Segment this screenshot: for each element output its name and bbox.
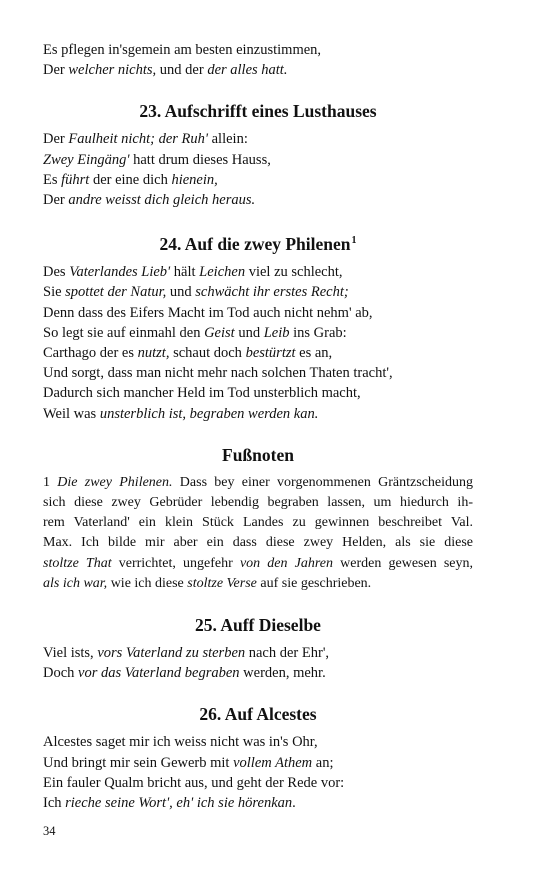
text-run: Carthago der es: [43, 345, 138, 362]
text-run: Es pflegen in'sgemein am besten einzustimmen,: [43, 42, 322, 58]
text-run: wie ich diese: [107, 575, 188, 591]
verse-line: [43, 643, 473, 663]
text-run: Ein fauler Qualm bricht aus, und geht der Rede vor:: [43, 774, 345, 791]
poem-sections: [43, 100, 473, 813]
verse-line: [43, 404, 473, 424]
heading-text: 26. Auf Alcestes: [199, 704, 317, 725]
italic-text: Faulheit nicht; der Ruh': [68, 131, 208, 148]
text-run: Der: [43, 192, 69, 209]
verse-line: [43, 40, 473, 60]
footnote-line: [43, 473, 473, 493]
text-run: Sie: [43, 284, 66, 301]
italic-text: Leichen: [199, 264, 246, 281]
text-run: werden, mehr.: [239, 665, 326, 682]
verse-line: [43, 129, 473, 149]
text-run: und: [166, 284, 196, 301]
text-run: auf sie geschrieben.: [256, 575, 372, 591]
text-run: Weil was: [43, 405, 100, 422]
text-run: sich diese zwey Gebrüder lebendig begraben lassen, um hiedurch ih-: [43, 495, 473, 511]
italic-text: vollem Athem: [233, 754, 313, 771]
text-run: Doch: [43, 665, 79, 682]
text-run: Dass bey einer vorgenommenen Gräntzscheidung: [172, 474, 474, 490]
book-page: [43, 40, 473, 813]
intro-verse: [43, 40, 473, 80]
italic-text: Leib: [263, 324, 290, 341]
page-number: 34: [43, 824, 56, 838]
heading-text: 24. Auf die zwey Philenen: [159, 234, 351, 255]
verse-line: [43, 363, 473, 383]
poem-section: [43, 614, 473, 683]
heading-text: 23. Aufschrifft eines Lusthauses: [139, 101, 377, 122]
text-run: Ich: [43, 795, 66, 812]
verse-line: [43, 732, 473, 752]
text-run: nach der Ehr',: [245, 645, 330, 662]
italic-text: welcher nichts,: [68, 62, 157, 79]
italic-text: Die zwey Philenen.: [57, 474, 173, 490]
text-run: rem Vaterland' ein klein Stück Landes zu gewinnen beschreibet Val.: [43, 515, 473, 531]
footnote-marker: 1: [351, 235, 357, 247]
text-run: Und sorgt, dass man nicht mehr nach solchen Thaten tracht',: [43, 365, 393, 382]
italic-text: Vaterlandes Lieb': [69, 264, 171, 281]
verse-line: [43, 282, 473, 302]
verse-body: [43, 262, 473, 424]
footnote-line: [43, 493, 473, 513]
footnotes-section: [43, 444, 473, 594]
text-run: hatt drum dieses Hauss,: [129, 151, 271, 168]
poem-title: [43, 614, 473, 636]
heading-text: Fußnoten: [222, 444, 294, 465]
italic-text: nutzt,: [137, 345, 170, 362]
text-run: allein:: [208, 131, 248, 148]
italic-text: vor das Vaterland begraben: [78, 665, 240, 682]
text-run: So legt sie auf einmahl den: [43, 324, 205, 341]
italic-text: stoltze Verse: [187, 575, 257, 591]
poem-title: [43, 703, 473, 725]
verse-line: [43, 170, 473, 190]
verse-line: [43, 323, 473, 343]
italic-text: bestürtzt: [245, 345, 296, 362]
italic-text: schwächt ihr erstes Recht;: [195, 284, 349, 301]
verse-line: [43, 60, 473, 80]
text-run: Der: [43, 62, 69, 79]
poem-title: [43, 100, 473, 122]
verse-line: [43, 303, 473, 323]
italic-text: der alles hatt.: [207, 62, 288, 79]
text-run: Denn dass des Eifers Macht im Tod auch nicht nehm' ab,: [43, 304, 373, 321]
footnotes-heading: [43, 444, 473, 466]
verse-line: [43, 753, 473, 773]
poem-section: [43, 100, 473, 210]
text-run: verrichtet, ungefehr: [111, 555, 240, 571]
verse-body: [43, 643, 473, 683]
italic-text: Zwey Eingäng': [43, 151, 130, 168]
verse-line: [43, 190, 473, 210]
italic-text: unsterblich ist, begraben werden kan.: [99, 405, 319, 422]
footnote-line: [43, 533, 473, 553]
text-run: der eine dich: [89, 171, 172, 188]
text-run: Dadurch sich mancher Held im Tod unsterblich macht,: [43, 385, 361, 402]
footnote-text: [43, 473, 473, 594]
verse-line: [43, 383, 473, 403]
verse-body: [43, 732, 473, 813]
text-run: Und bringt mir sein Gewerb mit: [43, 754, 234, 771]
poem-section: [43, 230, 473, 424]
text-run: Alcestes saget mir ich weiss nicht was in's Ohr,: [43, 734, 318, 751]
poem-title: [43, 230, 473, 255]
verse-line: [43, 262, 473, 282]
text-run: Viel ists,: [43, 645, 98, 662]
italic-text: spottet der Natur,: [65, 284, 167, 301]
text-run: und: [234, 324, 264, 341]
footnote-line: [43, 513, 473, 533]
verse-line: [43, 773, 473, 793]
footnote-line: [43, 554, 473, 574]
italic-text: als ich war,: [43, 575, 108, 591]
verse-line: [43, 150, 473, 170]
italic-text: andre weisst dich gleich heraus.: [68, 192, 256, 209]
verse-line: [43, 343, 473, 363]
text-run: an;: [312, 754, 334, 771]
italic-text: führt: [61, 171, 90, 188]
verse-line: [43, 793, 473, 813]
text-run: viel zu schlecht,: [245, 264, 343, 281]
text-run: ins Grab:: [289, 324, 347, 341]
text-run: 1: [43, 474, 58, 490]
text-run: hält: [170, 264, 200, 281]
heading-text: 25. Auff Dieselbe: [195, 615, 321, 636]
text-run: werden gewesen seyn,: [333, 555, 474, 571]
italic-text: von den Jahren: [239, 555, 334, 571]
text-run: es an,: [295, 345, 333, 362]
poem-section: [43, 703, 473, 813]
italic-text: Geist: [204, 324, 235, 341]
text-run: Des: [43, 264, 70, 281]
footnote-line: [43, 574, 473, 594]
italic-text: vors Vaterland zu sterben: [97, 645, 246, 662]
text-run: Es: [43, 171, 62, 188]
text-run: und der: [156, 62, 208, 79]
italic-text: hienein,: [171, 171, 218, 188]
text-run: schaut doch: [169, 345, 246, 362]
text-run: Max. Ich bilde mir aber ein dass diese zwey Helden, als sie diese: [43, 535, 473, 551]
italic-text: rieche seine Wort', eh' ich sie hörenkan: [65, 795, 293, 812]
italic-text: stoltze That: [43, 555, 112, 571]
text-run: .: [292, 795, 296, 812]
verse-body: [43, 129, 473, 210]
text-run: Der: [43, 131, 69, 148]
verse-line: [43, 663, 473, 683]
